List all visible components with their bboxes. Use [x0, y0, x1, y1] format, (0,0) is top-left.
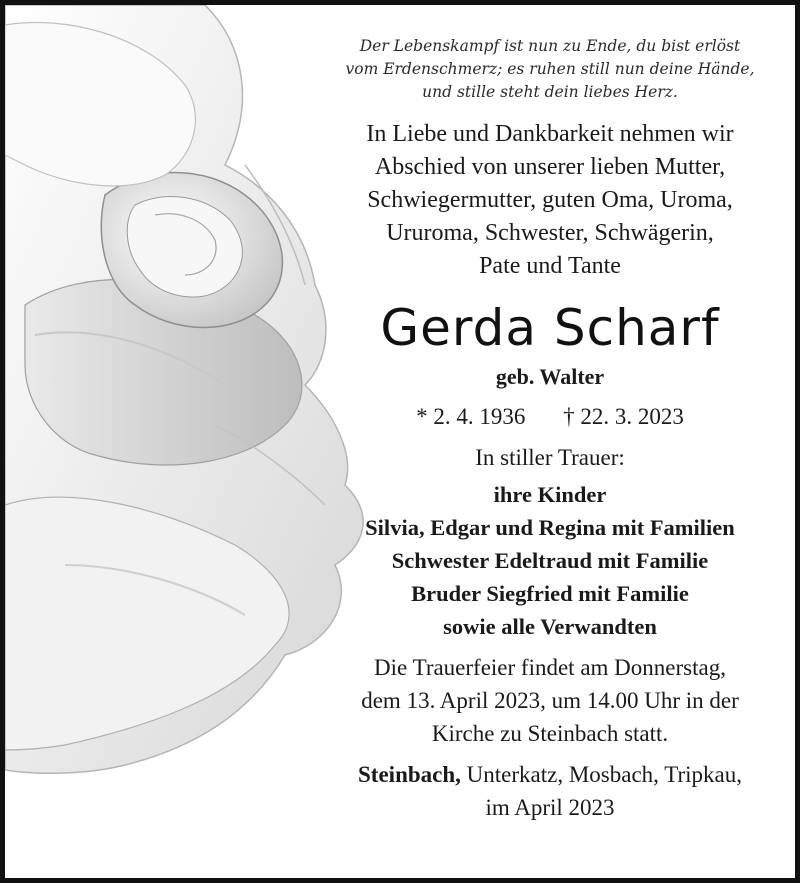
mourner-line: Bruder Siegfried mit Familie [411, 581, 689, 606]
service-info [305, 651, 795, 750]
death-date: † 22. 3. 2023 [563, 404, 684, 429]
place-and-date [305, 758, 795, 824]
intro-line: Ururoma, Schwester, Schwägerin, [386, 220, 714, 246]
deceased-name: Gerda Scharf [380, 299, 720, 357]
mourner-line: Silvia, Edgar und Regina mit Familien [365, 515, 735, 540]
poem-line: und stille steht dein liebes Herz. [422, 83, 678, 101]
intro-line: In Liebe und Dankbarkeit nehmen wir [366, 121, 734, 147]
service-line: Kirche zu Steinbach statt. [431, 721, 669, 746]
place-line [305, 758, 795, 791]
intro-line: Pate und Tante [479, 253, 621, 279]
place-others: Unterkatz, Mosbach, Tripkau, [460, 762, 742, 787]
place-main: Steinbach, [358, 762, 461, 787]
birth-date: * 2. 4. 1936 [416, 404, 526, 429]
intro-line: Abschied von unserer lieben Mutter, [374, 154, 726, 180]
service-line: dem 13. April 2023, um 14.00 Uhr in der [361, 688, 739, 713]
place-date: im April 2023 [485, 795, 615, 820]
poem-line: vom Erdenschmerz; es ruhen still nun deine Hände, [345, 60, 755, 78]
memorial-poem [305, 35, 795, 104]
mourner-line: Schwester Edeltraud mit Familie [391, 548, 709, 573]
mourner-line: ihre Kinder [493, 482, 607, 507]
poem-line: Der Lebenskampf ist nun zu Ende, du bist erlöst [359, 37, 741, 55]
intro-line: Schwiegermutter, guten Oma, Uroma, [367, 187, 733, 213]
farewell-intro [305, 118, 795, 283]
mourner-line: sowie alle Verwandten [443, 614, 657, 639]
service-line: Die Trauerfeier findet am Donnerstag, [374, 655, 726, 680]
mourning-heading: In stiller Trauer: [475, 445, 625, 470]
obituary-text [305, 35, 795, 824]
life-dates [305, 401, 795, 433]
mourners-list [305, 478, 795, 643]
birth-name: geb. Walter [495, 364, 605, 389]
